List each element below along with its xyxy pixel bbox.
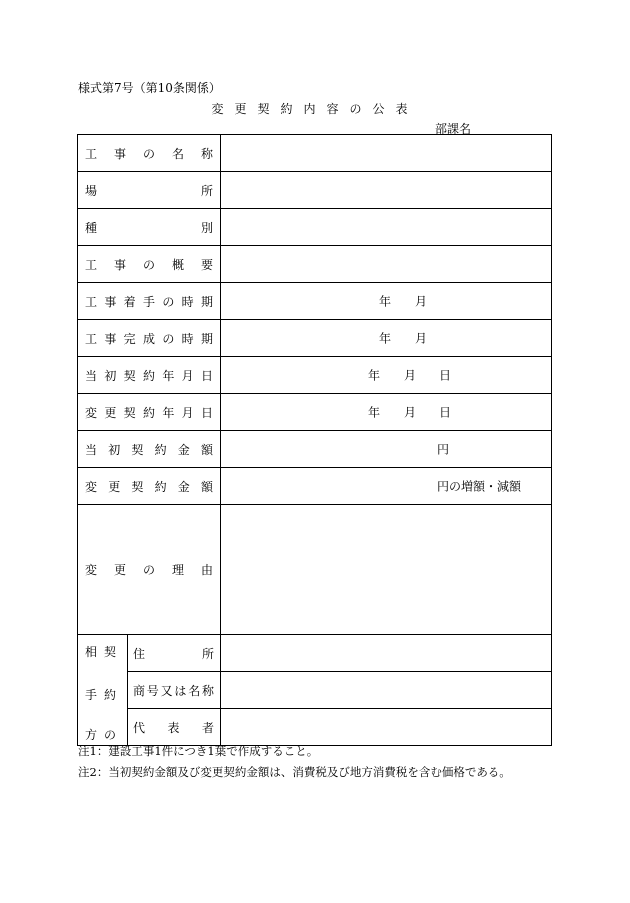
year-unit: 年 (368, 368, 381, 383)
label-char: 所 (200, 183, 213, 198)
label-char: 工 (85, 294, 98, 309)
label-char: 者 (201, 720, 214, 735)
day-unit: 日 (439, 368, 452, 383)
label-char: 成 (142, 331, 155, 346)
form-number: 様式第7号（第10条関係） (78, 81, 221, 95)
label-char: 額 (200, 442, 213, 457)
label-char: 初 (108, 442, 121, 457)
label-change-reason (78, 561, 221, 578)
group-char: の (104, 728, 117, 742)
label-char: 商 (133, 683, 146, 698)
label-char: の (142, 563, 155, 577)
category-field[interactable] (221, 209, 552, 246)
label-char: 初 (104, 368, 117, 383)
day-unit: 日 (439, 405, 452, 420)
label-char: 別 (200, 220, 213, 235)
label-char: 事 (104, 294, 117, 309)
label-char: 事 (113, 146, 126, 161)
label-char: 額 (200, 479, 213, 494)
label-char: 手 (142, 294, 155, 309)
label-char: 名 (171, 146, 184, 161)
label-char: 変 (85, 405, 98, 420)
label-char: 事 (104, 331, 117, 346)
label-char: 理 (171, 563, 184, 577)
label-char: 契 (123, 405, 136, 420)
month-unit: 月 (415, 294, 428, 309)
label-char: 称 (201, 683, 214, 698)
label-char: 種 (85, 220, 98, 235)
change-contract-amount-field[interactable] (221, 468, 552, 505)
table-row (78, 209, 552, 246)
label-char: 契 (131, 479, 144, 494)
label-char: 着 (123, 294, 136, 309)
year-unit: 年 (368, 405, 381, 420)
table-row (78, 172, 552, 209)
completion-period-field[interactable] (221, 320, 552, 357)
page-title: 変更契約内容の公表 (211, 102, 419, 116)
change-reason-field[interactable] (221, 505, 552, 635)
label-category (78, 219, 221, 236)
label-char: の (162, 331, 175, 346)
change-contract-date-field[interactable] (221, 394, 552, 431)
group-char: 手 (85, 688, 98, 702)
work-name-field[interactable] (221, 135, 552, 172)
label-char: 代 (133, 720, 146, 735)
label-start-period (78, 293, 221, 310)
month-unit: 月 (415, 331, 428, 346)
label-char: 期 (200, 294, 213, 309)
label-trade-name (128, 682, 220, 699)
label-char: 金 (177, 479, 190, 494)
label-char: 工 (85, 146, 98, 161)
label-char: 金 (177, 442, 190, 457)
representative-field[interactable] (221, 709, 552, 746)
year-unit: 年 (379, 294, 392, 309)
group-char: 契 (104, 645, 117, 659)
label-char: 年 (162, 368, 175, 383)
address-field[interactable] (221, 635, 552, 672)
label-char: 要 (200, 257, 213, 272)
label-char: 所 (201, 646, 214, 661)
label-char: の (142, 257, 155, 272)
note-2: 注2：当初契約金額及び変更契約金額は、消費税及び地方消費税を含む価格である。 (78, 765, 511, 779)
label-char: 称 (200, 146, 213, 161)
label-char: 住 (133, 646, 146, 661)
label-char: 期 (200, 331, 213, 346)
increase-decrease-unit: 円の増額・減額 (437, 479, 522, 494)
initial-contract-amount-field[interactable] (221, 431, 552, 468)
location-field[interactable] (221, 172, 552, 209)
label-char: 契 (123, 368, 136, 383)
group-char: 方 (85, 728, 98, 742)
department-label: 部課名 (435, 122, 472, 136)
label-char: 事 (113, 257, 126, 272)
label-char: 時 (181, 331, 194, 346)
label-char: 工 (85, 331, 98, 346)
table-row (78, 505, 552, 635)
note-1: 注1：建設工事1件につき1葉で作成すること。 (78, 744, 319, 758)
label-char: の (162, 294, 175, 309)
label-char: 変 (85, 563, 98, 577)
label-char: は (174, 683, 187, 698)
yen-unit: 円 (437, 442, 450, 457)
label-change-contract-amount (78, 478, 221, 495)
label-summary (78, 256, 221, 273)
label-char: 又 (160, 683, 173, 698)
trade-name-field[interactable] (221, 672, 552, 709)
label-change-contract-date (78, 404, 221, 421)
table-row (78, 635, 552, 672)
contract-change-table (77, 134, 552, 746)
table-row (78, 357, 552, 394)
table-row (78, 468, 552, 505)
label-char: 約 (142, 368, 155, 383)
label-char: 当 (85, 368, 98, 383)
label-char: 変 (85, 479, 98, 494)
label-char: 契 (131, 442, 144, 457)
label-char: 場 (85, 183, 98, 198)
label-char: 工 (85, 257, 98, 272)
table-row (78, 709, 552, 746)
year-unit: 年 (379, 331, 392, 346)
label-completion-period (78, 330, 221, 347)
label-char: 更 (113, 563, 126, 577)
group-char: 約 (104, 688, 117, 702)
label-char: 月 (181, 368, 194, 383)
label-char: 完 (123, 331, 136, 346)
table-row (78, 283, 552, 320)
label-char: 由 (200, 563, 213, 577)
counterparty-group-label (78, 635, 128, 746)
label-address (128, 645, 220, 662)
label-char: 概 (171, 257, 184, 272)
label-char: 約 (154, 479, 167, 494)
initial-contract-date-field[interactable] (221, 357, 552, 394)
table-row (78, 320, 552, 357)
summary-field[interactable] (221, 246, 552, 283)
label-char: 当 (85, 442, 98, 457)
month-unit: 月 (404, 368, 417, 383)
table-row (78, 135, 552, 172)
label-char: 時 (181, 294, 194, 309)
label-char: 更 (104, 405, 117, 420)
label-char: 日 (200, 368, 213, 383)
label-char: 更 (108, 479, 121, 494)
label-char: 約 (142, 405, 155, 420)
group-char: 相 (85, 645, 98, 659)
table-row (78, 394, 552, 431)
label-representative (128, 719, 220, 736)
table-row (78, 672, 552, 709)
label-char: 日 (200, 405, 213, 420)
label-char: 表 (167, 720, 180, 735)
label-char: 約 (154, 442, 167, 457)
label-char: 月 (181, 405, 194, 420)
label-char: 号 (146, 683, 159, 698)
table-row (78, 246, 552, 283)
month-unit: 月 (404, 405, 417, 420)
label-char: の (142, 146, 155, 161)
start-period-field[interactable] (221, 283, 552, 320)
label-char: 名 (188, 683, 201, 698)
label-char: 年 (162, 405, 175, 420)
label-work-name (78, 145, 221, 162)
label-initial-contract-amount (78, 441, 221, 458)
label-initial-contract-date (78, 367, 221, 384)
label-location (78, 182, 221, 199)
table-row (78, 431, 552, 468)
